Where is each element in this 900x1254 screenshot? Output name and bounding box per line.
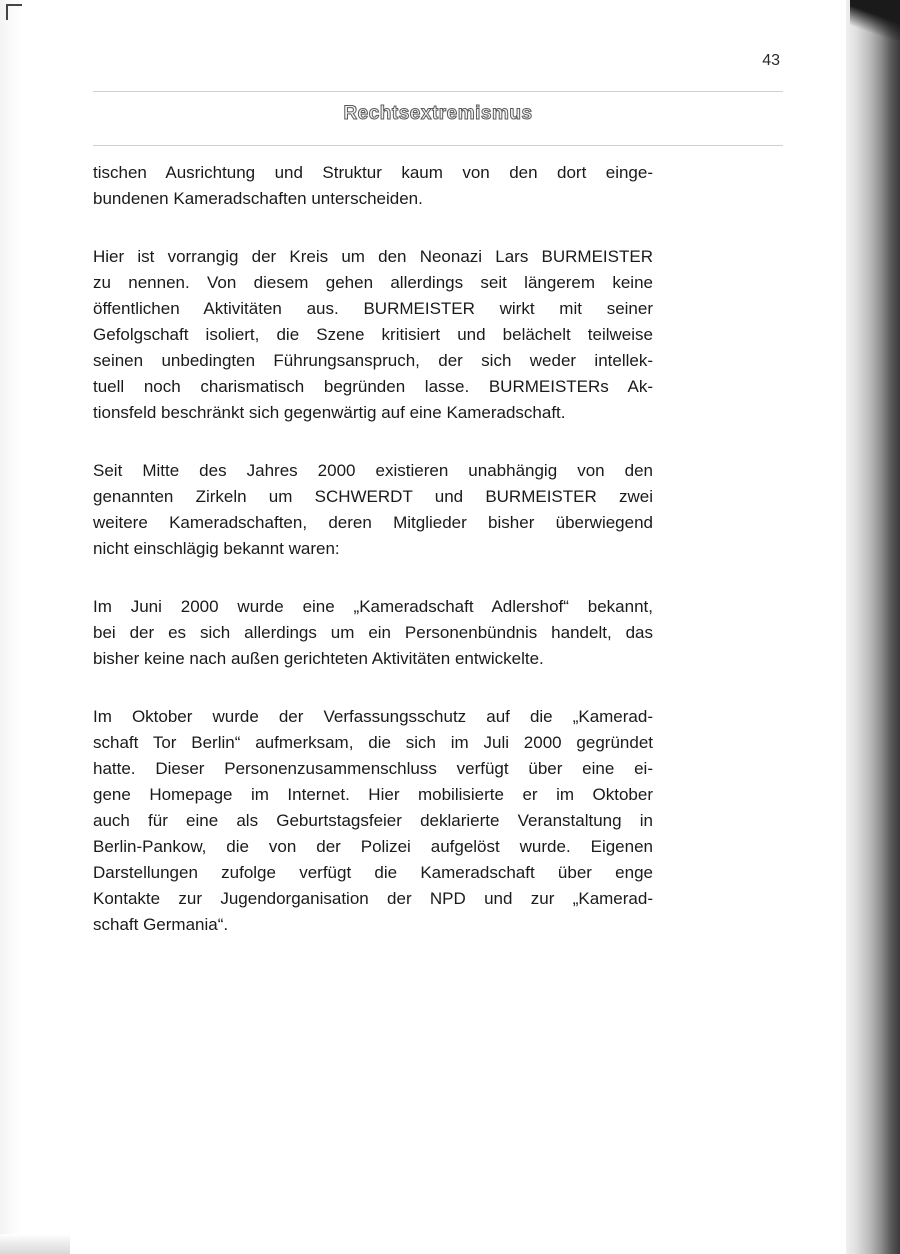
text-line: zu nennen. Von diesem gehen allerdings seit längerem keine — [93, 273, 653, 292]
scan-left-edge — [0, 0, 22, 1254]
text-line: Im Oktober wurde der Verfassungsschutz auf die „Kamerad- — [93, 707, 653, 726]
text-line: Gefolgschaft isoliert, die Szene kritisiert und belächelt teilweise — [93, 325, 653, 344]
text-line: seinen unbedingten Führungsanspruch, der sich weder intellek- — [93, 351, 653, 370]
text-line: gene Homepage im Internet. Hier mobilisierte er im Oktober — [93, 785, 653, 804]
text-line: Berlin-Pankow, die von der Polizei aufgelöst wurde. Eigenen — [93, 837, 653, 856]
text-line: tuell noch charismatisch begründen lasse. BURMEISTERs Ak- — [93, 377, 653, 396]
paragraph — [93, 160, 653, 212]
text-line: bisher keine nach außen gerichteten Aktivitäten entwickelte. — [93, 649, 544, 668]
header-rule-bottom — [93, 145, 783, 146]
text-line: auch für eine als Geburtstagsfeier deklarierte Veranstaltung in — [93, 811, 653, 830]
text-line: genannten Zirkeln um SCHWERDT und BURMEISTER zwei — [93, 487, 653, 506]
paragraph — [93, 704, 653, 938]
page-number: 43 — [762, 52, 780, 69]
text-line: Seit Mitte des Jahres 2000 existieren unabhängig von den — [93, 461, 653, 480]
text-line: weitere Kameradschaften, deren Mitglieder bisher überwiegend — [93, 513, 653, 532]
text-line: tischen Ausrichtung und Struktur kaum von den dort einge- — [93, 163, 653, 182]
text-line: Im Juni 2000 wurde eine „Kameradschaft Adlershof“ bekannt, — [93, 597, 653, 616]
text-line: schaft Tor Berlin“ aufmerksam, die sich im Juli 2000 gegründet — [93, 733, 653, 752]
text-line: tionsfeld beschränkt sich gegenwärtig auf eine Kameradschaft. — [93, 403, 566, 422]
text-line: Hier ist vorrangig der Kreis um den Neonazi Lars BURMEISTER — [93, 247, 653, 266]
text-line: nicht einschlägig bekannt waren: — [93, 539, 340, 558]
body-text — [93, 160, 653, 970]
text-line: öffentlichen Aktivitäten aus. BURMEISTER wirkt mit seiner — [93, 299, 653, 318]
scan-bottom-shadow — [0, 1234, 70, 1254]
scan-corner-mark — [6, 4, 22, 20]
text-line: bundenen Kameradschaften unterscheiden. — [93, 189, 423, 208]
paragraph — [93, 458, 653, 562]
text-line: schaft Germania“. — [93, 915, 229, 934]
paragraph — [93, 244, 653, 426]
text-line: Darstellungen zufolge verfügt die Kameradschaft über enge — [93, 863, 653, 882]
text-line: hatte. Dieser Personenzusammenschluss verfügt über eine ei- — [93, 759, 653, 778]
paragraph — [93, 594, 653, 672]
text-line: bei der es sich allerdings um ein Personenbündnis handelt, das — [93, 623, 653, 642]
running-header: Rechtsextremismus — [343, 103, 533, 124]
header-rule-top — [93, 91, 783, 92]
scan-book-spine-shadow — [846, 0, 900, 1254]
scan-corner-shadow — [850, 0, 900, 40]
text-line: Kontakte zur Jugendorganisation der NPD und zur „Kamerad- — [93, 889, 653, 908]
